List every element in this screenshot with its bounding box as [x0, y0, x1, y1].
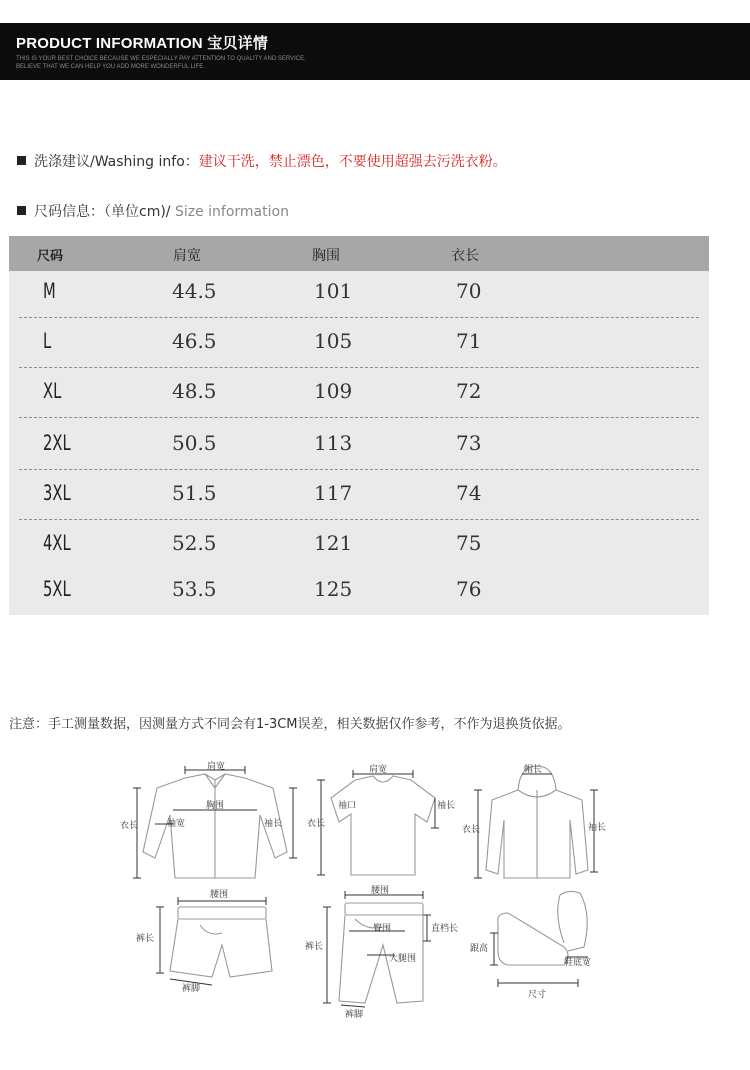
product-info-banner — [0, 23, 750, 80]
length-cell: 75 — [456, 531, 482, 555]
shorts-length-label: 裤长 — [136, 934, 155, 944]
pants-waist-label: 腰围 — [371, 886, 390, 896]
tshirt-measurement-diagram — [305, 760, 470, 885]
length-cell: 74 — [456, 481, 482, 505]
header-shoulder: 肩宽 — [173, 248, 201, 264]
size-bullet-icon — [17, 206, 26, 215]
shoes-measurement-diagram — [468, 885, 628, 1005]
shoes-icon — [468, 885, 628, 1005]
pants-rise-label: 直档长 — [431, 924, 459, 934]
hoodie-sleeve-length-label: 袖长 — [588, 823, 607, 833]
chest-cell: 113 — [314, 431, 353, 455]
tshirt-cuff-label: 袖口 — [338, 801, 357, 811]
size-cell: M — [43, 279, 56, 303]
banner-subtitle-line1: THIS IS YOUR BEST CHOICE BECAUSE WE ESPECIALLY PAY ATTENTION TO QUALITY AND SERVICE. — [16, 56, 306, 62]
shorts-hem-label: 裤脚 — [182, 984, 201, 994]
shoulder-cell: 46.5 — [172, 329, 217, 353]
shirt-measurement-diagram — [115, 760, 305, 885]
size-cell: 2XL — [43, 431, 71, 455]
shoes-heel-height-label: 跟高 — [470, 944, 489, 954]
chest-cell: 121 — [314, 531, 353, 555]
chest-cell: 101 — [314, 279, 353, 303]
tshirt-shoulder-label: 肩宽 — [369, 765, 388, 775]
shoulder-cell: 50.5 — [172, 431, 217, 455]
size-cell: XL — [43, 379, 62, 403]
shoulder-cell: 52.5 — [172, 531, 217, 555]
shirt-sleeve-length-label: 袖长 — [264, 819, 283, 829]
table-row — [9, 520, 709, 570]
size-cell: L — [43, 329, 52, 353]
table-row — [9, 268, 709, 318]
washing-bullet-icon — [17, 156, 26, 165]
pants-hem-label: 裤脚 — [345, 1010, 364, 1020]
shorts-waist-label: 腰围 — [210, 890, 229, 900]
banner-title: PRODUCT INFORMATION 宝贝详情 — [16, 35, 269, 52]
header-size: 尺码 — [37, 249, 64, 264]
tshirt-icon — [305, 760, 470, 885]
chest-cell: 125 — [314, 577, 353, 601]
pants-icon — [305, 883, 470, 1023]
shoes-size-label: 尺寸 — [528, 990, 547, 1000]
chest-cell: 105 — [314, 329, 353, 353]
shoes-sole-width-label: 鞋底宽 — [564, 958, 592, 968]
hoodie-measurement-diagram — [462, 760, 617, 885]
shirt-sleeve-width-label: 袖宽 — [167, 819, 186, 829]
shirt-chest-label: 胸围 — [206, 801, 225, 811]
shoulder-cell: 44.5 — [172, 279, 217, 303]
table-row — [9, 420, 709, 470]
table-row — [9, 566, 709, 616]
pants-hip-label: 臀围 — [373, 924, 392, 934]
shorts-icon — [130, 885, 280, 995]
hoodie-length-label: 衣长 — [462, 825, 481, 835]
size-info-label: 尺码信息：（单位cm)/ — [34, 204, 171, 220]
banner-subtitle-line2: BELIEVE THAT WE CAN HELP YOU ADD MORE WONDERFUL LIFE. — [16, 64, 205, 70]
pants-length-label: 裤长 — [305, 942, 324, 952]
measurement-note: 注意：手工测量数据，因测量方式不同会有1-3CM误差，相关数据仅作参考，不作为退换货依据。 — [9, 717, 571, 732]
washing-info — [34, 151, 507, 171]
hoodie-hood-label: 帽长 — [524, 765, 543, 775]
size-cell: 5XL — [43, 577, 71, 601]
table-row — [9, 318, 709, 368]
header-chest: 胸围 — [312, 248, 340, 264]
shoulder-cell: 53.5 — [172, 577, 217, 601]
tshirt-length-label: 衣长 — [307, 819, 326, 829]
shorts-measurement-diagram — [130, 885, 280, 995]
shirt-shoulder-label: 肩宽 — [207, 762, 226, 772]
size-table — [9, 236, 709, 615]
size-cell: 4XL — [43, 531, 71, 555]
shirt-length-label: 衣长 — [120, 821, 139, 831]
pants-measurement-diagram — [305, 883, 470, 1023]
size-cell: 3XL — [43, 481, 71, 505]
length-cell: 73 — [456, 431, 482, 455]
header-length: 衣长 — [451, 248, 479, 264]
tshirt-sleeve-length-label: 袖长 — [437, 801, 456, 811]
chest-cell: 109 — [314, 379, 353, 403]
size-info-label-en: Size information — [170, 204, 289, 220]
washing-value: 建议干洗，禁止漂色，不要使用超强去污洗衣粉。 — [198, 154, 507, 170]
length-cell: 71 — [456, 329, 482, 353]
shoulder-cell: 51.5 — [172, 481, 217, 505]
size-info-heading — [34, 201, 289, 221]
shoulder-cell: 48.5 — [172, 379, 217, 403]
hoodie-icon — [462, 760, 617, 885]
shirt-icon — [115, 760, 305, 885]
pants-thigh-label: 大腿围 — [389, 954, 417, 964]
length-cell: 72 — [456, 379, 482, 403]
row-divider — [19, 417, 699, 418]
length-cell: 76 — [456, 577, 482, 601]
size-table-header — [9, 236, 709, 271]
length-cell: 70 — [456, 279, 482, 303]
chest-cell: 117 — [314, 481, 353, 505]
table-row — [9, 368, 709, 418]
washing-label: 洗涤建议/Washing info： — [34, 154, 199, 170]
table-row — [9, 470, 709, 520]
